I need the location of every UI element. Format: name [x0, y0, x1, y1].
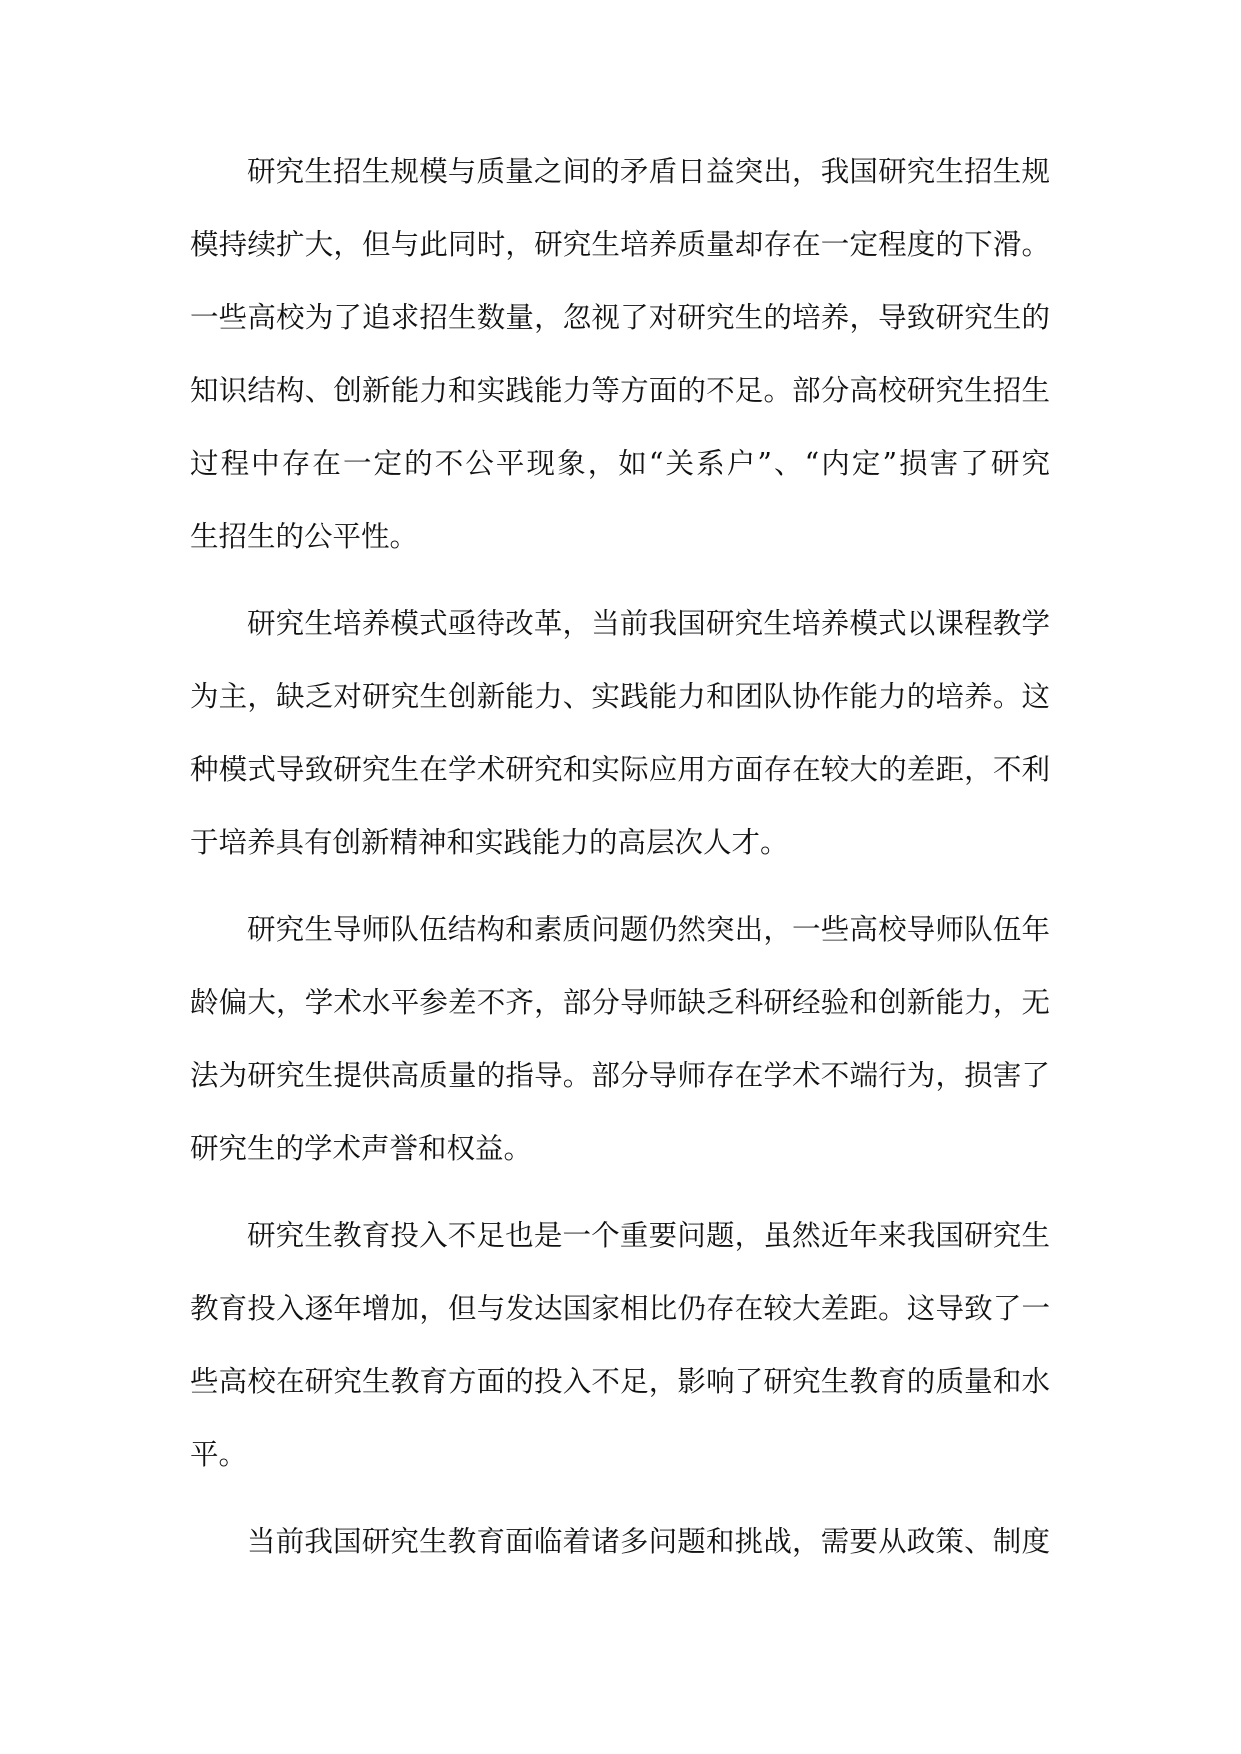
text-line: 研究生招生规模与质量之间的矛盾日益突出，我国研究生招生规: [247, 155, 1050, 188]
text-line: 研究生导师队伍结构和素质问题仍然突出，一些高校导师队伍年: [247, 913, 1050, 946]
text-line: 于培养具有创新精神和实践能力的高层次人才。: [190, 826, 789, 859]
paragraph-enrollment: [190, 140, 1050, 578]
body-text: [190, 140, 1050, 1597]
text-line: 平。: [190, 1438, 248, 1471]
text-line: 种模式导致研究生在学术研究和实际应用方面存在较大的差距，不利: [190, 753, 1050, 786]
text-line: 教育投入逐年增加，但与发达国家相比仍存在较大差距。这导致了一: [190, 1292, 1050, 1325]
text-line: 些高校在研究生教育方面的投入不足，影响了研究生教育的质量和水: [190, 1365, 1050, 1398]
text-line: 龄偏大，学术水平参差不齐，部分导师缺乏科研经验和创新能力，无: [190, 986, 1050, 1019]
paragraph-supervisors: [190, 898, 1050, 1190]
paragraph-challenges: [190, 1510, 1050, 1583]
text-line: 研究生教育投入不足也是一个重要问题，虽然近年来我国研究生: [247, 1219, 1050, 1252]
paragraph-training-model: [190, 592, 1050, 884]
text-line: 过程中存在一定的不公平现象，如“关系户”、“内定”损害了研究: [190, 447, 1050, 480]
text-line: 研究生培养模式亟待改革，当前我国研究生培养模式以课程教学: [247, 607, 1050, 640]
text-line: 生招生的公平性。: [190, 520, 419, 553]
text-line: 法为研究生提供高质量的指导。部分导师存在学术不端行为，损害了: [190, 1059, 1050, 1092]
text-line: 为主，缺乏对研究生创新能力、实践能力和团队协作能力的培养。这: [190, 680, 1050, 713]
text-line: 当前我国研究生教育面临着诸多问题和挑战，需要从政策、制度: [247, 1525, 1050, 1558]
text-line: 研究生的学术声誉和权益。: [190, 1132, 533, 1165]
paragraph-investment: [190, 1204, 1050, 1496]
text-line: 一些高校为了追求招生数量，忽视了对研究生的培养，导致研究生的: [190, 301, 1050, 334]
text-line: 模持续扩大，但与此同时，研究生培养质量却存在一定程度的下滑。: [190, 228, 1050, 261]
text-line: 知识结构、创新能力和实践能力等方面的不足。部分高校研究生招生: [190, 374, 1050, 407]
